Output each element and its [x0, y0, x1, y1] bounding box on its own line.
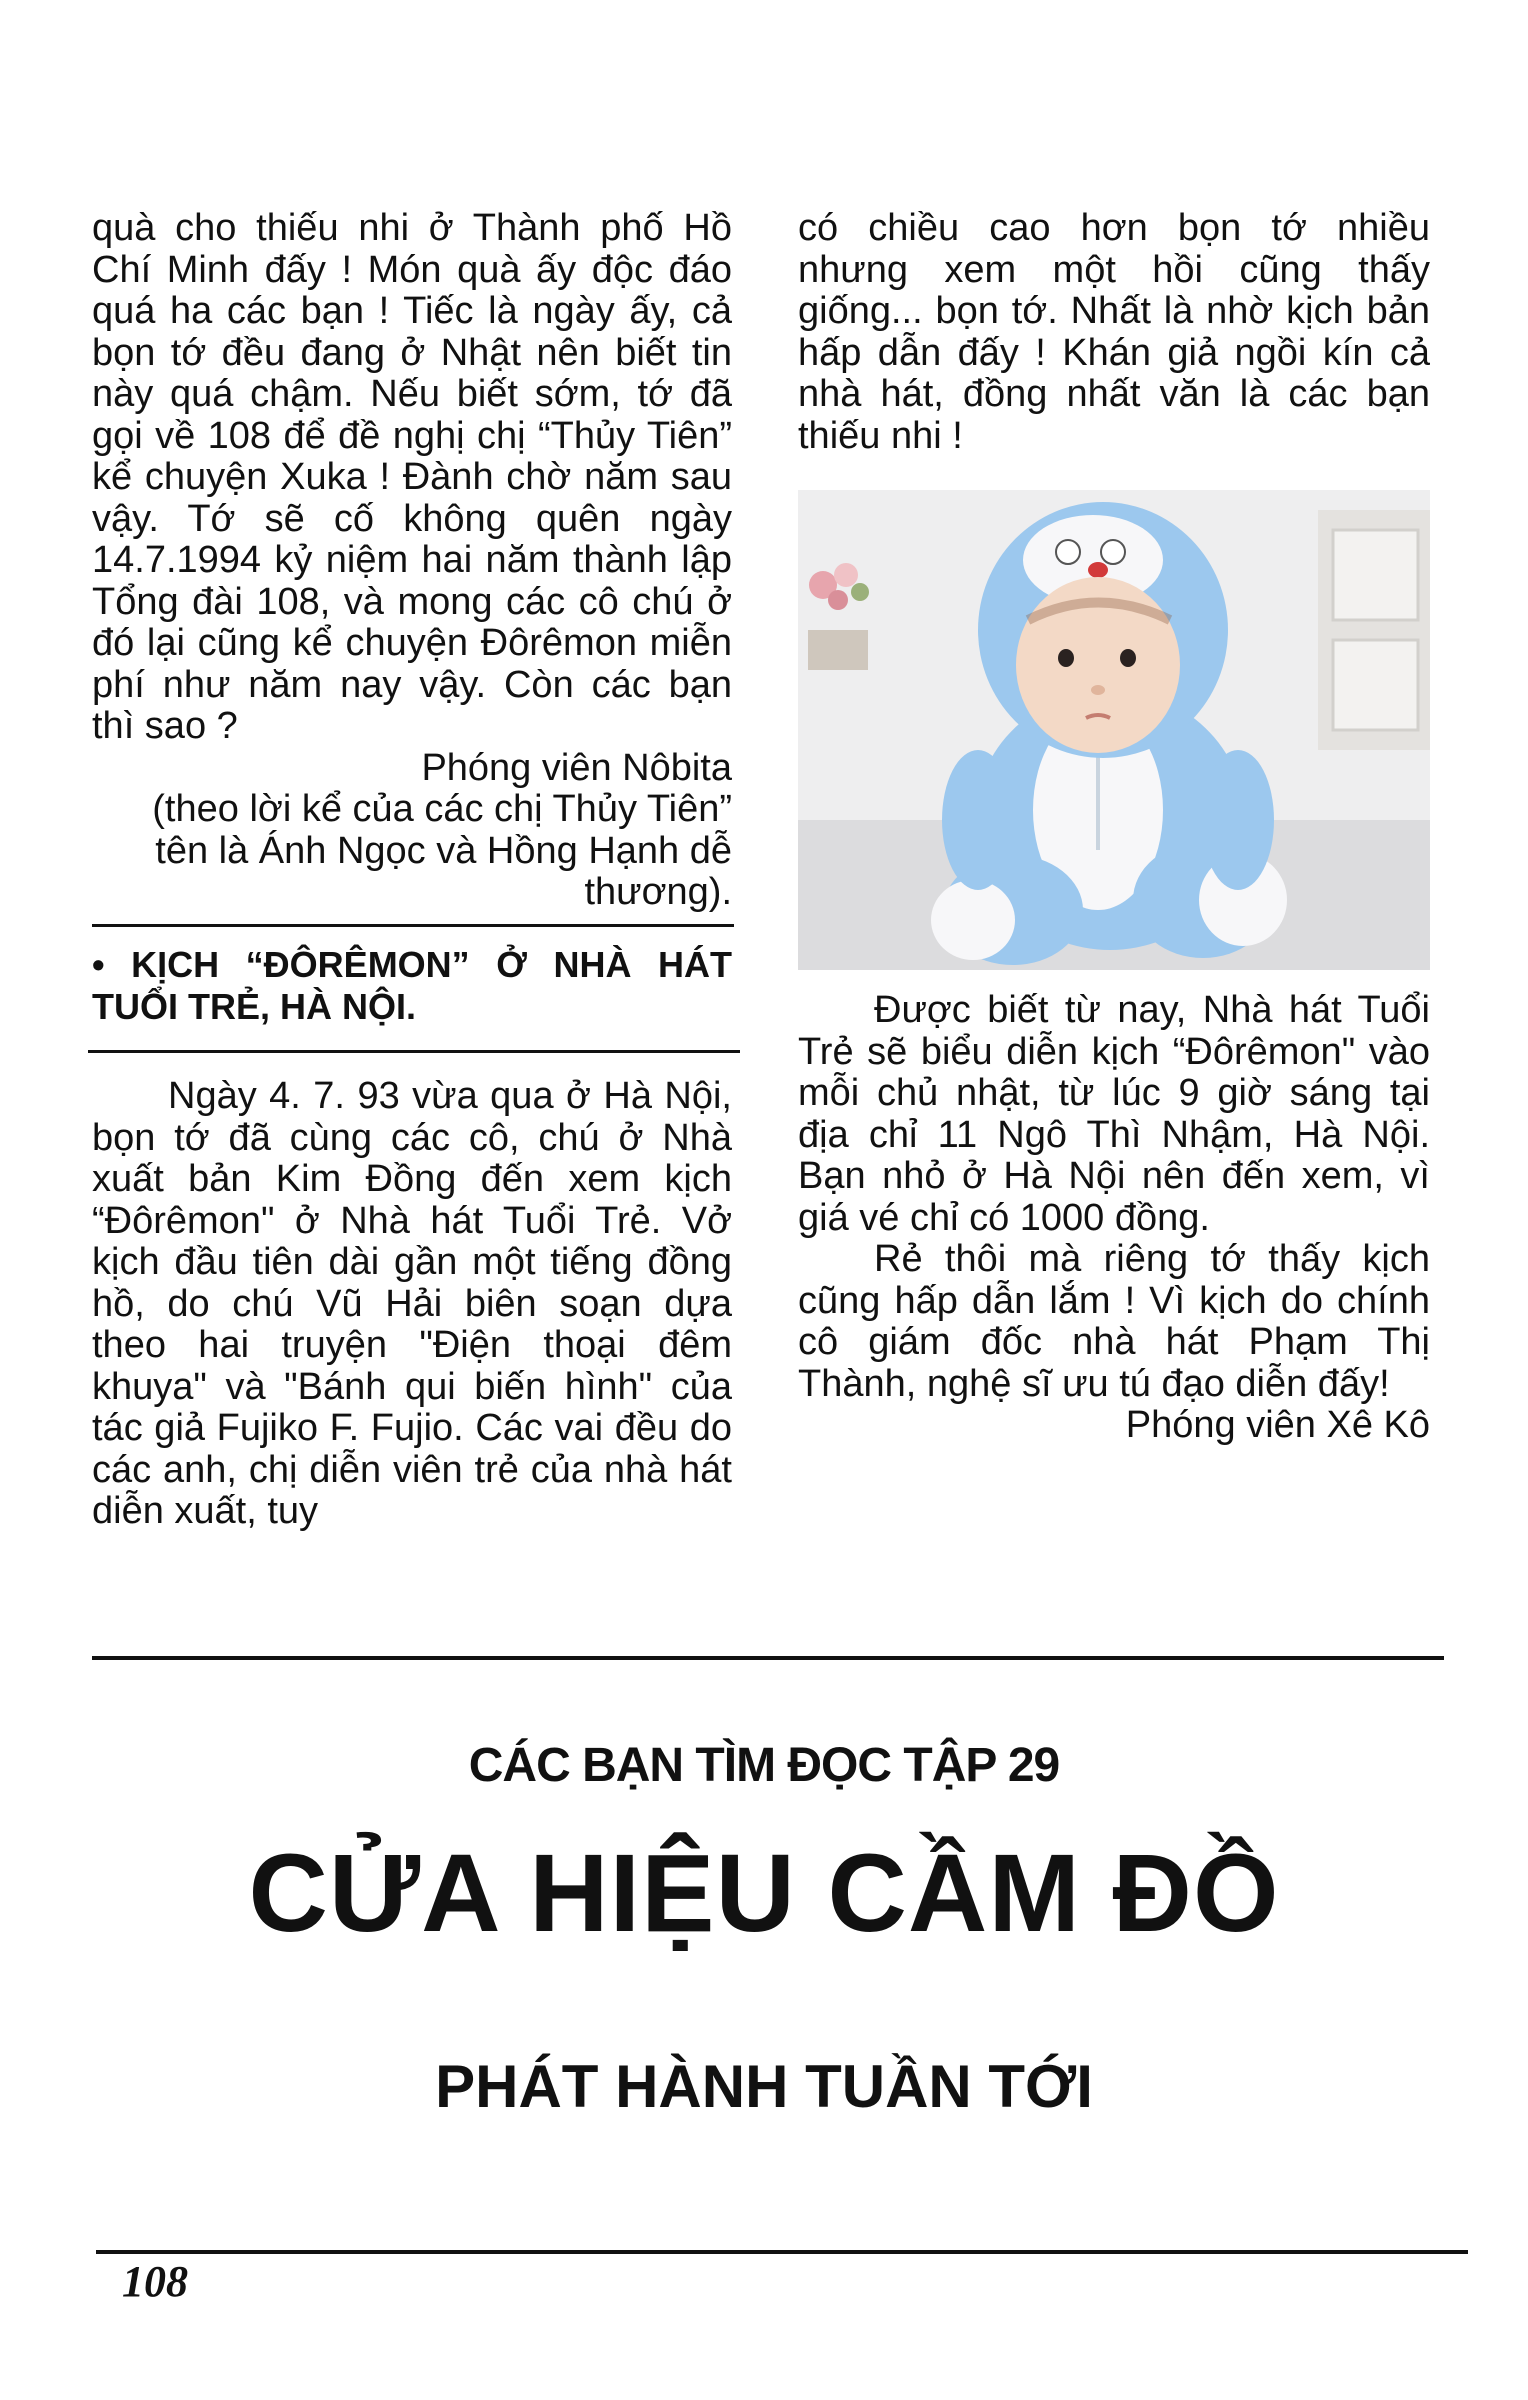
baby-costume-photo — [798, 490, 1430, 970]
right-column-bottom — [798, 990, 1430, 1447]
article-column — [92, 1076, 732, 1533]
promo-title: CỬA HIỆU CẦM ĐỒ — [248, 1832, 1280, 1955]
page-number: 108 — [122, 2257, 188, 2306]
heading-bottom-rule — [88, 1050, 740, 1053]
opinion-paragraph: Rẻ thôi mà riêng tớ thấy kịch cũng hấp dẫn lắm ! Vì kịch do chính cô giám đốc nhà hát Phạm Thị Thành, nghệ sĩ ưu tú đạo diễn đấy! — [798, 1238, 1430, 1405]
intro-paragraph: quà cho thiếu nhi ở Thành phố Hồ Chí Minh đấy ! Món quà ấy độc đáo quá ha các bạn ! Tiếc là ngày ấy, cả bọn tớ đều đang ở Nhật nên biết tin này quá chậm. Nếu biết sớm, tớ đã gọi về 108 để đề nghị chị “Thủy Tiên” kể chuyện Xuka ! Đành chờ năm sau vậy. Tớ sẽ cố không quên ngày 14.7.1994 kỷ niệm hai năm thành lập Tổng đài 108, và mong các cô chú ở đó lại cũng kể chuyện Đôrêmon miễn phí như năm nay vậy. Còn các bạn thì sao ? — [92, 207, 732, 747]
right-column-top — [798, 208, 1430, 457]
photo-illustration — [798, 490, 1430, 970]
footer-rule — [96, 2250, 1468, 2254]
byline-xeko: Phóng viên Xê Kô — [1125, 1404, 1430, 1446]
promo-line-volume: CÁC BẠN TÌM ĐỌC TẬP 29 — [468, 1739, 1060, 1792]
heading-top-rule — [92, 924, 734, 927]
section-heading: • KỊCH “ĐÔRÊMON” Ở NHÀ HÁT TUỔI TRẺ, HÀ NỘI. — [92, 944, 732, 1027]
byline-nobita: Phóng viên Nôbita — [421, 746, 732, 789]
byline-note: (theo lời kể của các chị Thủy Tiên” tên là Ánh Ngọc và Hồng Hạnh dễ thương). — [152, 788, 732, 913]
continuation-paragraph: có chiều cao hơn bọn tớ nhiều nhưng xem một hồi cũng thấy giống... bọn tớ. Nhất là nhờ kịch bản hấp dẫn đấy ! Khán giả ngồi kín cả nhà hát, đồng nhất văn là các bạn thiếu nhi ! — [798, 207, 1430, 457]
article-paragraph: Ngày 4. 7. 93 vừa qua ở Hà Nội, bọn tớ đã cùng các cô, chú ở Nhà xuất bản Kim Đồng đến xem kịch “Đôrêmon" ở Nhà hát Tuổi Trẻ. Vở kịch đầu tiên dài gần một tiếng đồng hồ, do chú Vũ Hải biên soạn dựa theo hai truyện "Điện thoại đêm khuya" và "Bánh qui biến hình" của tác giả Fujiko F. Fujio. Các vai đều do các anh, chị diễn viên trẻ của nhà hát diễn xuất, tuy — [92, 1075, 732, 1532]
left-column — [92, 208, 732, 914]
promo-release: PHÁT HÀNH TUẦN TỚI — [435, 2053, 1093, 2120]
promo-top-rule — [92, 1656, 1444, 1660]
info-paragraph: Được biết từ nay, Nhà hát Tuổi Trẻ sẽ biểu diễn kịch “Đôrêmon" vào mỗi chủ nhật, từ lúc 9 giờ sáng tại địa chỉ 11 Ngô Thì Nhậm, Hà Nội. Bạn nhỏ ở Hà Nội nên đến xem, vì giá vé chỉ có 1000 đồng. — [798, 989, 1430, 1239]
